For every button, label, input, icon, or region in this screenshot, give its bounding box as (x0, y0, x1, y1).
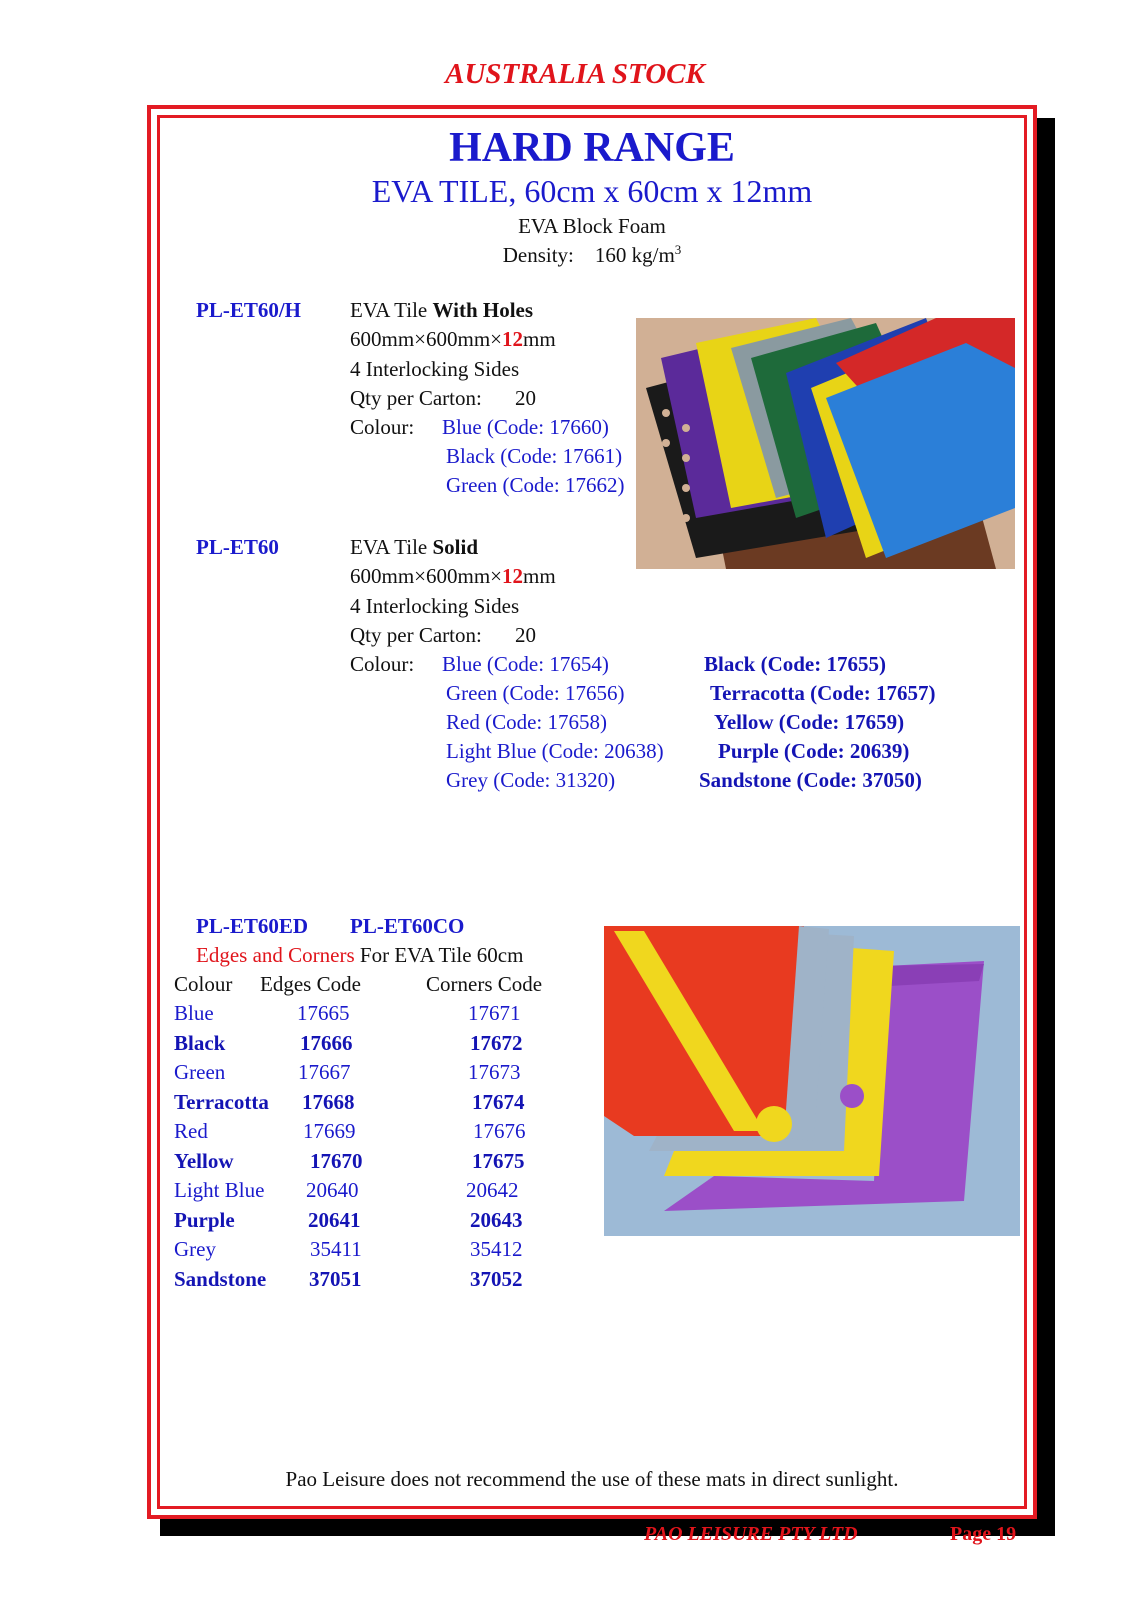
edges-row-corners-code: 37052 (470, 1266, 523, 1291)
edges-row-edges-code: 35411 (310, 1237, 362, 1261)
edges-row-colour: Red (174, 1119, 208, 1143)
edges-row-colour: Yellow (174, 1148, 234, 1173)
edges-row-colour: Light Blue (174, 1178, 265, 1202)
product1-colour-label: Colour: (350, 415, 415, 439)
edges-row-colour: Green (174, 1060, 226, 1084)
edges-row-edges-code: 17667 (298, 1060, 351, 1084)
product2-dimensions (350, 564, 556, 589)
corners-code: PL-ET60CO (350, 914, 465, 938)
product1-colour-item: Blue (Code: 17660) (442, 415, 609, 439)
edges-row-colour: Terracotta (174, 1089, 269, 1114)
density-value: 160 kg/m (594, 243, 675, 267)
product2-sides: 4 Interlocking Sides (350, 594, 520, 618)
edges-corners-photo (604, 926, 1020, 1236)
sunlight-note: Pao Leisure does not recommend the use of these mats in direct sunlight. (285, 1467, 899, 1491)
edges-row-edges-code: 20640 (306, 1178, 359, 1202)
edges-title (196, 943, 523, 968)
product2-colour-item: Blue (Code: 17654) (442, 652, 609, 676)
edges-row-edges-code: 17670 (310, 1148, 363, 1173)
product2-qty-label: Qty per Carton: (350, 623, 482, 647)
product1-qty-label: Qty per Carton: (350, 386, 482, 410)
edges-row-corners-code: 17672 (470, 1030, 523, 1055)
material-line: EVA Block Foam (518, 214, 666, 238)
product2-dim-b: 12 (502, 564, 524, 588)
edges-title-rest: For EVA Tile 60cm (354, 943, 524, 967)
product1-qty: 20 (515, 386, 536, 410)
product2-colour-item-bold: Sandstone (Code: 37050) (699, 768, 922, 792)
edges-row-colour: Purple (174, 1207, 235, 1232)
product1-name (350, 298, 533, 323)
edges-row-corners-code: 17671 (468, 1001, 521, 1025)
edges-row-edges-code: 37051 (309, 1266, 362, 1291)
product2-code: PL-ET60 (196, 535, 279, 559)
product2-colour-item-bold: Terracotta (Code: 17657) (710, 681, 936, 705)
edges-row-edges-code: 20641 (308, 1207, 361, 1232)
density-line (147, 242, 1037, 268)
product1-colour-item: Black (Code: 17661) (446, 444, 623, 468)
product2-colour-item: Light Blue (Code: 20638) (446, 739, 664, 763)
product2-name (350, 535, 478, 560)
product1-sides: 4 Interlocking Sides (350, 357, 520, 381)
product1-name-prefix: EVA Tile (350, 298, 433, 322)
edges-row-corners-code: 20643 (470, 1207, 523, 1232)
edges-row-corners-code: 35412 (470, 1237, 523, 1261)
product2-name-bold: Solid (432, 535, 479, 559)
product2-colour-item: Green (Code: 17656) (446, 681, 625, 705)
edges-code: PL-ET60ED (196, 914, 309, 938)
product1-code: PL-ET60/H (196, 298, 302, 322)
footer-page-number: Page 19 (950, 1523, 1017, 1545)
product2-qty: 20 (515, 623, 536, 647)
product1-dim-b: 12 (502, 327, 524, 351)
edges-row-colour: Black (174, 1030, 226, 1055)
edges-row-corners-code: 17673 (468, 1060, 521, 1084)
density-label: Density: (502, 243, 574, 267)
edges-title-red: Edges and Corners (196, 943, 355, 967)
edges-row-corners-code: 20642 (466, 1178, 519, 1202)
edges-header-colour: Colour (174, 972, 233, 996)
edges-row-colour: Sandstone (174, 1266, 267, 1291)
product2-name-prefix: EVA Tile (350, 535, 433, 559)
edges-row-corners-code: 17674 (472, 1089, 525, 1114)
product1-name-bold: With Holes (432, 298, 534, 322)
page-header-title: AUSTRALIA STOCK (445, 58, 705, 90)
edges-row-corners-code: 17676 (473, 1119, 526, 1143)
product1-dimensions (350, 327, 556, 352)
product2-colour-item-bold: Black (Code: 17655) (704, 652, 886, 676)
edges-row-edges-code: 17668 (302, 1089, 355, 1114)
product1-colour-item: Green (Code: 17662) (446, 473, 625, 497)
footer-company: PAO LEISURE PTY LTD (644, 1523, 858, 1545)
product-subheading: EVA TILE, 60cm x 60cm x 12mm (371, 173, 813, 209)
product2-colour-item-bold: Purple (Code: 20639) (718, 739, 910, 763)
edges-row-corners-code: 17675 (472, 1148, 525, 1173)
edges-row-edges-code: 17666 (300, 1030, 353, 1055)
product2-colour-item-bold: Yellow (Code: 17659) (714, 710, 905, 734)
product2-dim-c: mm (523, 564, 556, 588)
product1-dim-a: 600mm×600mm× (350, 327, 503, 351)
edges-header-edges: Edges Code (260, 972, 361, 996)
edges-photo-illustration (604, 926, 1020, 1236)
product2-colour-item: Grey (Code: 31320) (446, 768, 616, 792)
product2-colour-item: Red (Code: 17658) (446, 710, 607, 734)
edges-row-colour: Grey (174, 1237, 216, 1261)
edges-row-edges-code: 17669 (303, 1119, 356, 1143)
edges-row-colour: Blue (174, 1001, 214, 1025)
product2-colour-label: Colour: (350, 652, 415, 676)
product1-dim-c: mm (523, 327, 556, 351)
product2-dim-a: 600mm×600mm× (350, 564, 503, 588)
range-heading: HARD RANGE (449, 125, 735, 171)
tiles-photo-illustration (636, 318, 1015, 569)
density-superscript: 3 (674, 242, 682, 257)
edges-header-corners: Corners Code (426, 972, 543, 996)
tiles-with-holes-photo (636, 318, 1015, 569)
edges-row-edges-code: 17665 (297, 1001, 350, 1025)
